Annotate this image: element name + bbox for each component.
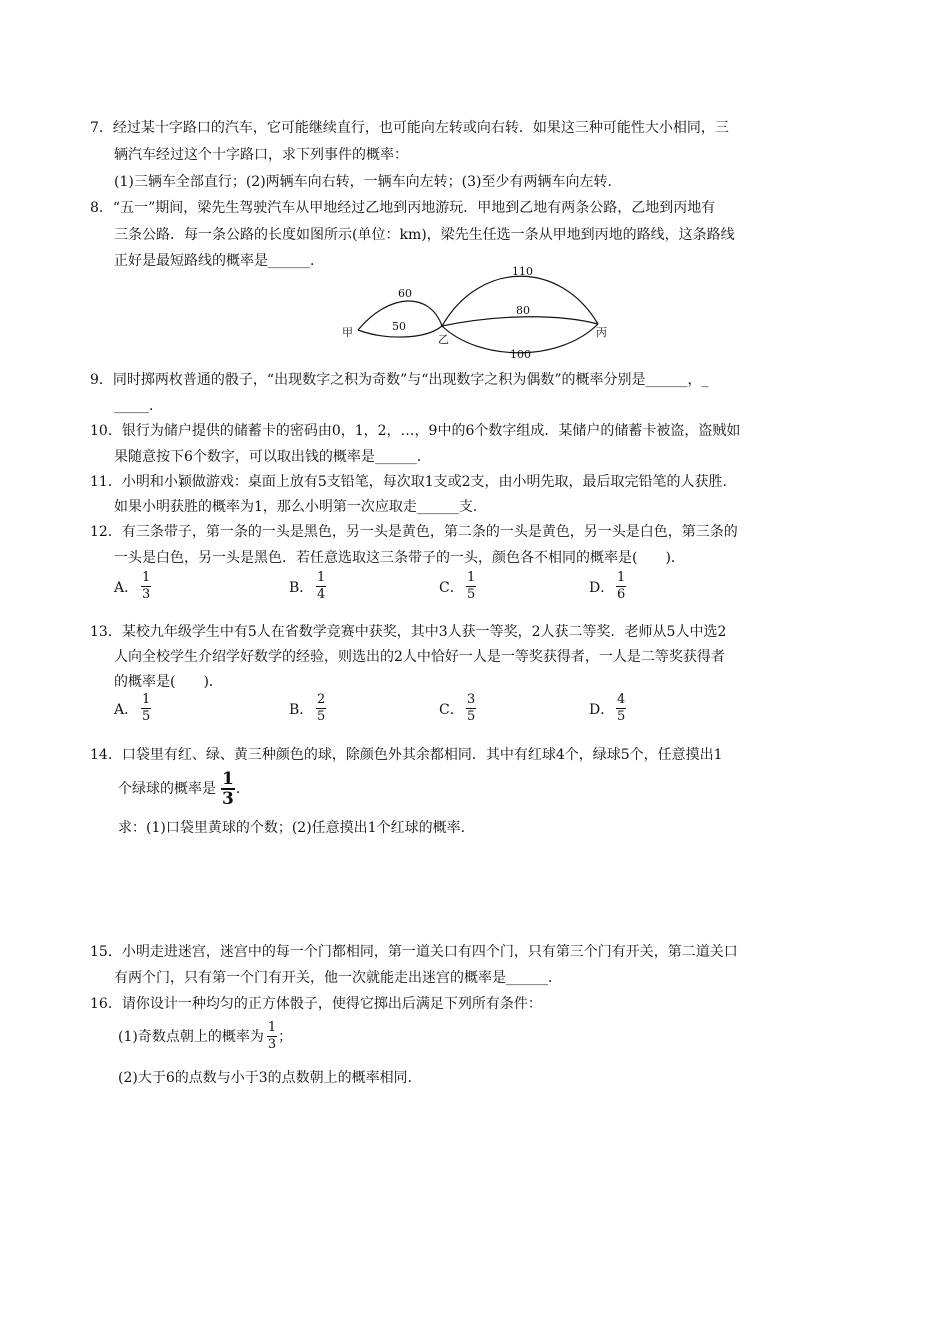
label-80: 80 bbox=[516, 304, 530, 317]
option-fraction: $\frac{2}{5}$ bbox=[317, 692, 326, 724]
label-60: 60 bbox=[398, 287, 412, 300]
q8-line-2: 三条公路．每一条公路的长度如图所示(单位：km)，梁先生任选一条从甲地到丙地的路线，这条路线 bbox=[114, 227, 735, 243]
q7-line-2: 辆汽车经过这个十字路口，求下列事件的概率： bbox=[114, 147, 408, 163]
q7-line-1: 7．经过某十字路口的汽车，它可能继续直行，也可能向左转或向右转．如果这三种可能性大小相同，三 bbox=[90, 120, 729, 136]
q16-line-2-end: ； bbox=[278, 1028, 293, 1045]
q14-line-2-text: 个绿球的概率是 bbox=[118, 781, 216, 797]
option-letter: C． bbox=[439, 579, 464, 596]
q10-line-2: 果随意按下6个数字，可以取出钱的概率是______． bbox=[114, 449, 431, 465]
label-jia: 甲 bbox=[342, 326, 353, 339]
option-letter: B． bbox=[289, 579, 314, 596]
road-yi-bing-110 bbox=[442, 276, 598, 326]
option-letter: D． bbox=[589, 579, 615, 596]
option-fraction: $\frac{1}{5}$ bbox=[142, 692, 151, 724]
q12-option-c[interactable] bbox=[439, 570, 477, 603]
q13-line-3: 的概率是( )． bbox=[114, 674, 223, 690]
q13-line-1: 13．某校九年级学生中有5人在省数学竞赛中获奖，其中3人获一等奖，2人获二等奖．老师从5人中选2 bbox=[90, 624, 727, 640]
q7-line-3: (1)三辆车全部直行；(2)两辆车向右转，一辆车向左转；(3)至少有两辆车向左转． bbox=[114, 174, 622, 190]
q15-line-1: 15．小明走进迷宫，迷宫中的每一个门都相同，第一道关口有四个门，只有第三个门有开关，第二道关口 bbox=[90, 944, 738, 960]
q11-line-1: 11．小明和小颖做游戏：桌面上放有5支铅笔，每次取1支或2支，由小明先取，最后取完铅笔的人获胜． bbox=[90, 474, 737, 490]
q11-line-2: 如果小明获胜的概率为1，那么小明第一次应取走______支． bbox=[114, 499, 487, 515]
option-letter: D． bbox=[589, 701, 615, 718]
q9-line-1: 9．同时掷两枚普通的骰子，“出现数字之积为奇数”与“出现数字之积为偶数”的概率分别是______，_ bbox=[90, 372, 709, 388]
q13-option-c[interactable] bbox=[439, 692, 477, 725]
option-letter: B． bbox=[289, 701, 314, 718]
q12-option-d[interactable] bbox=[589, 570, 627, 603]
option-letter: A． bbox=[114, 579, 139, 596]
q14-line-1: 14．口袋里有红、绿、黄三种颜色的球，除颜色外其余都相同．其中有红球4个，绿球5个，任意摸出1 bbox=[90, 747, 723, 763]
option-fraction: $\frac{4}{5}$ bbox=[617, 692, 626, 724]
q9-line-2: _____． bbox=[114, 398, 163, 414]
option-letter: A． bbox=[114, 701, 139, 718]
q12-option-a[interactable] bbox=[114, 570, 152, 603]
q13-option-d[interactable] bbox=[589, 692, 627, 725]
q12-option-b[interactable] bbox=[289, 570, 327, 603]
label-100: 100 bbox=[510, 348, 531, 361]
q14-line-2-end: ． bbox=[235, 781, 250, 797]
label-yi: 乙 bbox=[438, 333, 449, 346]
q14-line-2 bbox=[118, 770, 250, 808]
label-110: 110 bbox=[512, 265, 533, 278]
label-50: 50 bbox=[392, 320, 406, 333]
q12-line-1: 12．有三条带子，第一条的一头是黑色，另一头是黄色，第二条的一头是黄色，另一头是白色，第三条的 bbox=[90, 524, 738, 540]
q13-option-a[interactable] bbox=[114, 692, 152, 725]
road-yi-bing-80 bbox=[442, 317, 598, 326]
q16-fraction: $\frac{1}{3}$ bbox=[267, 1020, 277, 1052]
option-fraction: $\frac{3}{5}$ bbox=[467, 692, 476, 724]
option-fraction: $\frac{1}{4}$ bbox=[317, 570, 326, 602]
q14-fraction: $\frac{1}{3}$ bbox=[222, 769, 234, 809]
label-bing: 丙 bbox=[596, 326, 607, 339]
option-fraction: $\frac{1}{3}$ bbox=[142, 570, 151, 602]
q13-line-2: 人向全校学生介绍学好数学的经验，则选出的2人中恰好一人是一等奖获得者，一人是二等奖获得者 bbox=[114, 649, 725, 665]
q14-line-3: 求：(1)口袋里黄球的个数；(2)任意摸出1个红球的概率． bbox=[118, 820, 475, 836]
q16-line-2 bbox=[118, 1020, 292, 1053]
q13-option-b[interactable] bbox=[289, 692, 327, 725]
q8-line-1: 8．“五一”期间，梁先生驾驶汽车从甲地经过乙地到丙地游玩．甲地到乙地有两条公路，乙地到丙地有 bbox=[90, 200, 716, 216]
q16-line-2-text: (1)奇数点朝上的概率为 bbox=[118, 1028, 264, 1045]
q15-line-2: 有两个门，只有第一个门有开关，他一次就能走出迷宫的概率是______． bbox=[114, 970, 562, 986]
q16-line-1: 16．请你设计一种均匀的正方体骰子，使得它掷出后满足下列所有条件： bbox=[90, 996, 542, 1012]
option-letter: C． bbox=[439, 701, 464, 718]
q16-line-3: (2)大于6的点数与小于3的点数朝上的概率相同． bbox=[118, 1070, 422, 1086]
road-network-diagram bbox=[330, 262, 630, 362]
q12-line-2: 一头是白色，另一头是黑色．若任意选取这三条带子的一头，颜色各不相同的概率是( )． bbox=[114, 550, 685, 566]
option-fraction: $\frac{1}{5}$ bbox=[467, 570, 476, 602]
q10-line-1: 10．银行为储户提供的储蓄卡的密码由0，1，2，…，9中的6个数字组成．某储户的储蓄卡被盗，盗贼如 bbox=[90, 423, 741, 439]
option-fraction: $\frac{1}{6}$ bbox=[617, 570, 626, 602]
q8-line-3: 正好是最短路线的概率是______． bbox=[114, 253, 324, 269]
